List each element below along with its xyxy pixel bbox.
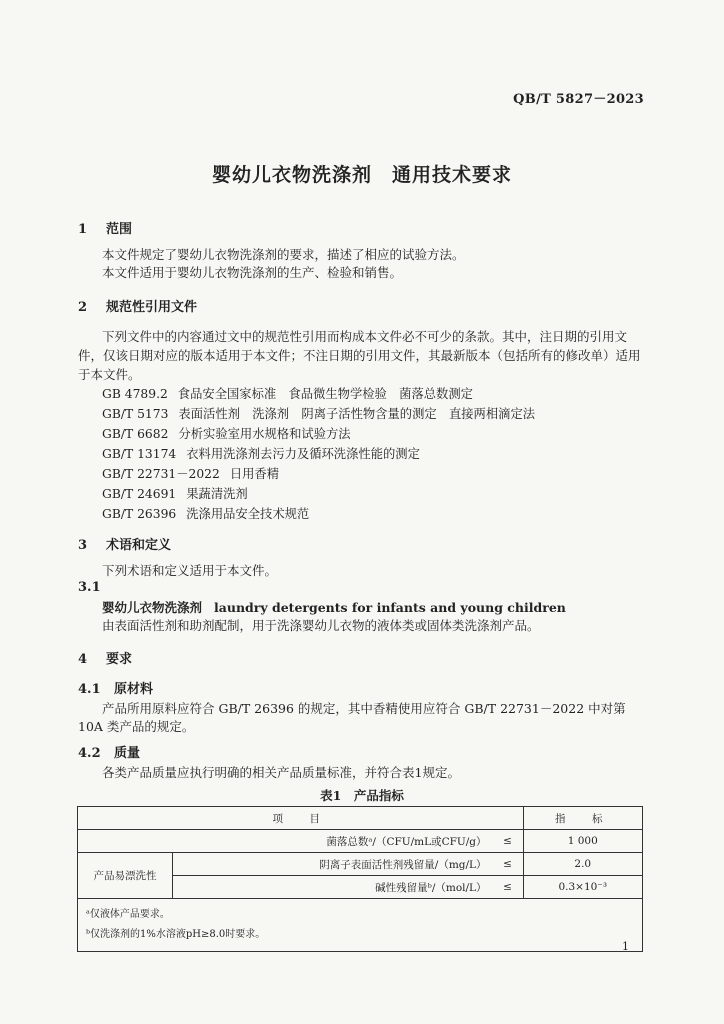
- term-entry: [102, 598, 566, 616]
- row-label: 菌落总数ᵃ/（CFU/mL或CFU/g）: [78, 830, 493, 853]
- section-number: 1: [78, 222, 88, 237]
- table-header-row: [78, 807, 643, 830]
- header-value: 指 标: [523, 807, 642, 830]
- paragraph: 本文件适用于婴幼儿衣物洗涤剂的生产、检验和销售。: [102, 265, 403, 280]
- row-operator: ≤: [493, 830, 524, 853]
- term-chinese: 婴幼儿衣物洗涤剂: [102, 600, 203, 615]
- term-english: laundry detergents for infants and young children: [214, 600, 566, 615]
- table-caption: 表1 产品指标: [320, 788, 404, 803]
- row-operator: ≤: [493, 853, 524, 876]
- term-definition: 由表面活性剂和助剂配制，用于洗涤婴幼儿衣物的液体类或固体类洗涤剂产品。: [102, 618, 540, 633]
- document-title: 婴幼儿衣物洗涤剂 通用技术要求: [211, 164, 512, 186]
- note-a: ᵃ仅液体产品要求。: [86, 909, 170, 920]
- page-number: 1: [622, 940, 629, 953]
- subsection-number: 3.1: [78, 580, 101, 595]
- table-notes-row: [78, 899, 643, 952]
- row-operator: ≤: [493, 876, 524, 899]
- section-title: 规范性引用文件: [106, 300, 198, 315]
- reference-item: GB/T 24691 果蔬清洗剂: [102, 487, 248, 501]
- reference-item: GB/T 5173 表面活性剂 洗涤剂 阴离子活性物含量的测定 直接两相滴定法: [102, 407, 536, 421]
- row-value: 2.0: [523, 853, 642, 876]
- reference-item: GB/T 13174 衣料用洗涤剂去污力及循环洗涤性能的测定: [102, 447, 420, 461]
- row-label: 碱性残留量ᵇ/（mol/L）: [173, 876, 493, 899]
- section-number: 2: [78, 300, 88, 315]
- row-value: 0.3×10⁻³: [523, 876, 642, 899]
- section-2-heading: [78, 296, 197, 315]
- reference-item: GB 4789.2 食品安全国家标准 食品微生物学检验 菌落总数测定: [102, 387, 473, 401]
- paragraph: 下列文件中的内容通过文中的规范性引用而构成本文件必不可少的条款。其中，注日期的引用文件，仅该日期对应的版本适用于本文件；不注日期的引用文件，其最新版本（包括所有的修改单）适用于本文件。: [78, 329, 641, 382]
- section-number: 4: [78, 652, 88, 667]
- table-notes: [78, 899, 643, 952]
- table-row: [78, 853, 643, 876]
- row-value: 1 000: [523, 830, 642, 853]
- note-b: ᵇ仅洗涤剂的1%水溶液pH≥8.0时要求。: [86, 929, 266, 940]
- reference-item: GB/T 26396 洗涤用品安全技术规范: [102, 507, 310, 521]
- section-title: 要求: [106, 652, 133, 667]
- subsection-4-2-heading: 4.2 质量: [78, 746, 141, 761]
- section-4-heading: [78, 648, 132, 667]
- section-title: 术语和定义: [106, 538, 172, 553]
- section-number: 3: [78, 538, 88, 553]
- paragraph: 下列术语和定义适用于本文件。: [102, 563, 278, 578]
- paragraph: 产品所用原料应符合 GB/T 26396 的规定，其中香精使用应符合 GB/T 22731－2022 中对第 10A 类产品的规定。: [78, 701, 626, 734]
- reference-item: GB/T 22731－2022 日用香精: [102, 467, 280, 481]
- section-title: 范围: [106, 222, 133, 237]
- group-label: 产品易漂洗性: [78, 853, 173, 899]
- standard-number: QB/T 5827－2023: [513, 92, 644, 107]
- row-label: 阴离子表面活性剂残留量/（mg/L）: [173, 853, 493, 876]
- header-item: 项 目: [78, 807, 524, 830]
- paragraph: 本文件规定了婴幼儿衣物洗涤剂的要求，描述了相应的试验方法。: [102, 247, 465, 262]
- paragraph: 各类产品质量应执行明确的相关产品质量标准，并符合表1规定。: [102, 765, 460, 780]
- reference-item: GB/T 6682 分析实验室用水规格和试验方法: [102, 427, 351, 441]
- section-3-heading: [78, 534, 171, 553]
- table-row: [78, 830, 643, 853]
- product-spec-table: [77, 806, 643, 952]
- section-1-heading: [78, 218, 132, 237]
- subsection-4-1-heading: 4.1 原材料: [78, 682, 154, 697]
